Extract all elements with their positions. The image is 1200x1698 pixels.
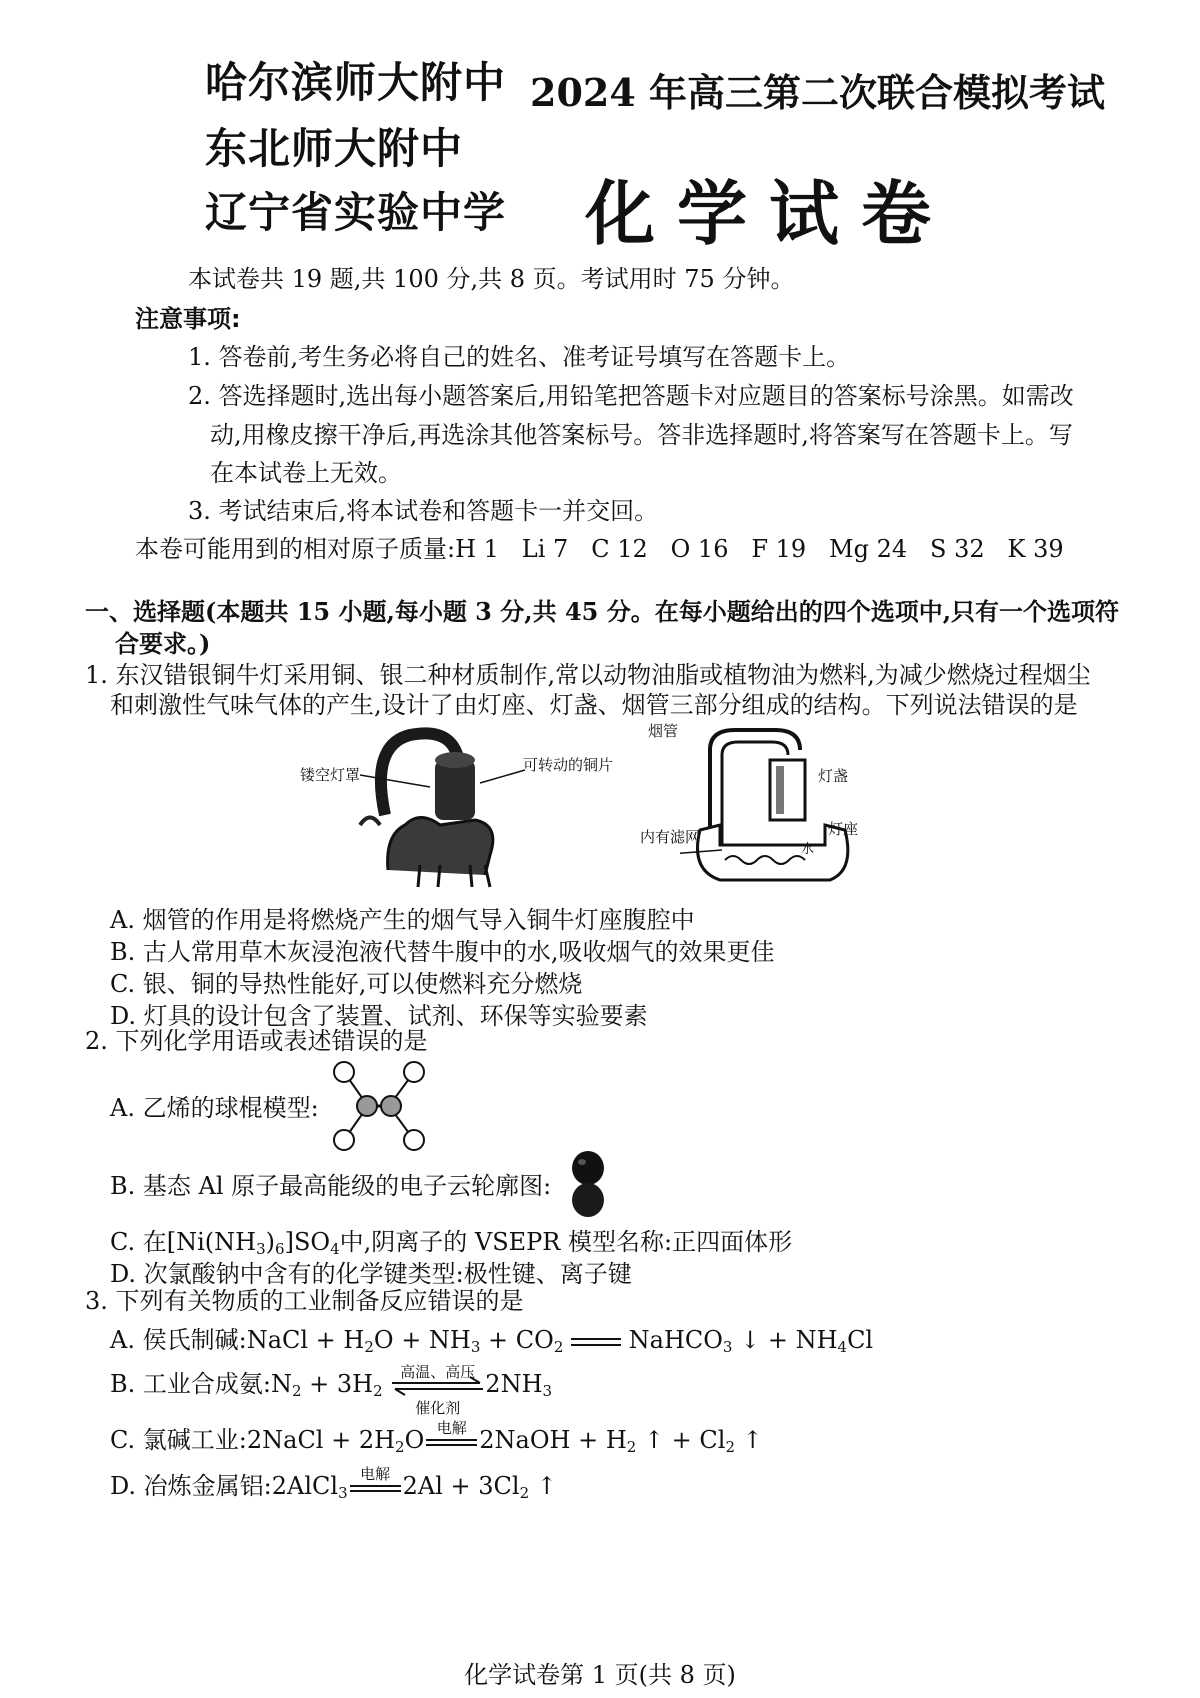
- q1-option-b: B. 古人常用草木灰浸泡液代替牛腹中的水,吸收烟气的效果更佳: [110, 938, 775, 966]
- q2-option-b: B. 基态 Al 原子最高能级的电子云轮廓图:: [110, 1172, 552, 1200]
- notice-item-3: 3. 考试结束后,将本试卷和答题卡一并交回。: [188, 497, 659, 525]
- q1-stem-line-1: 1. 东汉错银铜牛灯采用铜、银二种材质制作,常以动物油脂或植物油为燃料,为减少燃烧过程烟尘: [85, 661, 1091, 689]
- q1-option-c: C. 银、铜的导热性能好,可以使燃料充分燃烧: [110, 970, 583, 998]
- section-heading-line-2: 合要求。): [115, 629, 211, 658]
- q2-option-c: C. 在$[Ni(NH_3)_6]SO_4$中,阴离子的 VSEPR 模型名称:正四面体形: [110, 1228, 793, 1258]
- intro-text: 本试卷共 19 题,共 100 分,共 8 页。考试用时 75 分钟。: [188, 265, 795, 293]
- label-chimney: 烟管: [648, 722, 679, 740]
- label-lamp-cover: 镂空灯罩: [300, 766, 361, 784]
- ox-lamp-diagram: [680, 720, 860, 890]
- q3-stem: 3. 下列有关物质的工业制备反应错误的是: [85, 1287, 524, 1315]
- notice-heading: 注意事项:: [135, 305, 241, 333]
- q3-option-a: A. 侯氏制碱:NaCl + $H_2O + NH_3 + CO_2$ NaHCO$_3$ ↓ + $NH_4Cl$: [110, 1326, 874, 1356]
- label-lamp-dish: 灯盏: [818, 767, 849, 785]
- school-name-2: 东北师大附中: [205, 124, 464, 173]
- notice-item-2-line-2: 动,用橡皮擦干净后,再选涂其他答案标号。答非选择题时,将答案写在答题卡上。写: [210, 421, 1073, 449]
- q1-stem-line-2: 和刺激性气味气体的产生,设计了由灯座、灯盏、烟管三部分组成的结构。下列说法错误的是: [110, 691, 1078, 719]
- q3-option-c: C. 氯碱工业:2NaCl + $2H_2O$ 电解 2NaOH + $H_2$ ↑ + $Cl_2$ ↑: [110, 1418, 763, 1456]
- label-water: 水: [801, 842, 815, 857]
- notice-item-2-line-3: 在本试卷上无效。: [210, 459, 402, 487]
- q2-option-d: D. 次氯酸钠中含有的化学键类型:极性键、离子键: [110, 1260, 632, 1288]
- q2-stem: 2. 下列化学用语或表述错误的是: [85, 1027, 428, 1055]
- label-lamp-base: 灯座: [828, 820, 859, 838]
- section-heading-line-1: 一、选择题(本题共 15 小题,每小题 3 分,共 45 分。在每小题给出的四个选项中,只有一个选项符: [85, 597, 1120, 626]
- bronze-ox-lamp-photo: [300, 715, 530, 890]
- p-orbital-diagram: [568, 1150, 608, 1220]
- label-copper-plate: 可转动的铜片: [523, 756, 614, 774]
- ethylene-ball-stick-model: [330, 1058, 430, 1158]
- q3-option-d: D. 冶炼金属铝:2AlCl$_3$ 电解 $2Al + 3Cl_2$ ↑: [110, 1464, 557, 1502]
- q1-option-a: A. 烟管的作用是将燃烧产生的烟气导入铜牛灯座腹腔中: [110, 906, 695, 934]
- notice-item-2-line-1: 2. 答选择题时,选出每小题答案后,用铅笔把答题卡对应题目的答案标号涂黑。如需改: [188, 382, 1074, 410]
- notice-item-1: 1. 答卷前,考生务必将自己的姓名、准考证号填写在答题卡上。: [188, 343, 851, 371]
- q1-option-d: D. 灯具的设计包含了装置、试剂、环保等实验要素: [110, 1002, 648, 1030]
- subject-title: 化学试卷: [585, 172, 953, 255]
- exam-title: 2024 年高三第二次联合模拟考试: [530, 70, 1105, 115]
- q2-option-a: A. 乙烯的球棍模型:: [110, 1094, 319, 1122]
- school-name-1: 哈尔滨师大附中: [205, 58, 507, 107]
- atomic-mass-line: 本卷可能用到的相对原子质量:H 1 Li 7 C 12 O 16 F 19 Mg 24 S 32 K 39: [135, 535, 1064, 563]
- school-name-3: 辽宁省实验中学: [205, 188, 507, 237]
- page-footer: 化学试卷第 1 页(共 8 页): [464, 1661, 736, 1689]
- label-filter: 内有滤网: [640, 828, 701, 846]
- q3-option-b: B. 工业合成氨$:N_2 + 3H_2$ 高温、高压 催化剂 $2NH_3$: [110, 1362, 553, 1417]
